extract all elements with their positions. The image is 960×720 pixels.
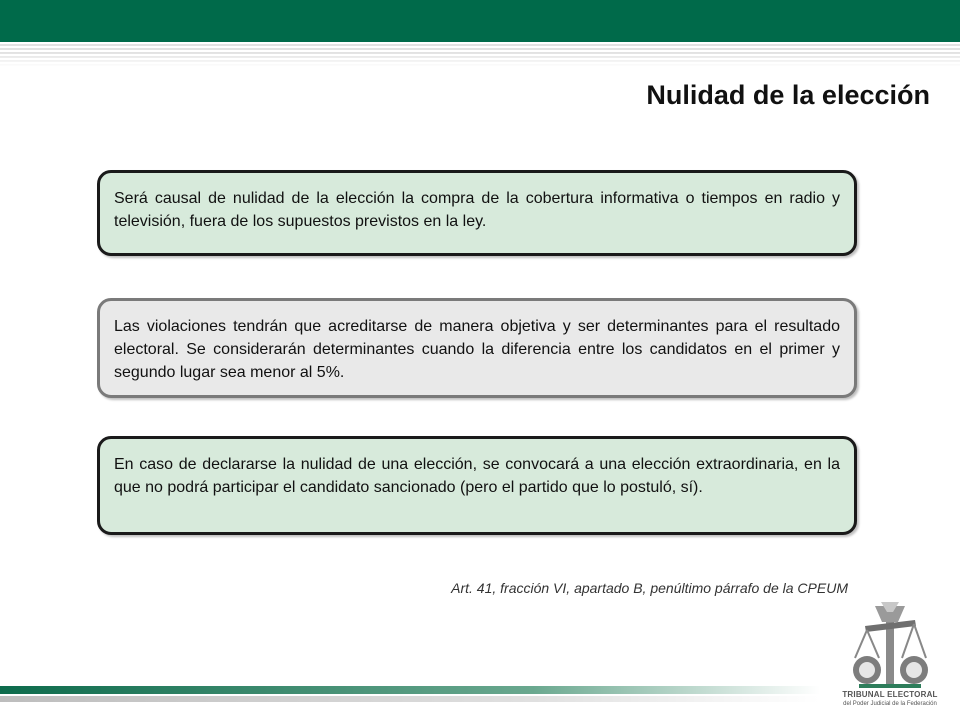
info-card-purchase bbox=[97, 170, 857, 256]
card-text: Será causal de nulidad de la elección la compra de la cobertura informativa o tiempos en radio y televisión, fuera de los supuestos previstos en la ley. bbox=[114, 190, 840, 230]
header-bar bbox=[0, 0, 960, 42]
logo-text bbox=[835, 690, 945, 708]
logo-line-1: TRIBUNAL ELECTORAL bbox=[842, 690, 938, 699]
card-text: Las violaciones tendrán que acreditarse de manera objetiva y ser determinantes para el resultado electoral. Se considerarán determinantes cuando la diferencia entre los candidatos en el primer y segundo lugar sea menor al 5%. bbox=[114, 318, 840, 381]
card-text: En caso de declararse la nulidad de una elección, se convocará a una elección extraordinaria, en la que no podrá participar el candidato sancionado (pero el partido que lo postuló, sí). bbox=[114, 456, 840, 496]
header-stripe bbox=[0, 42, 960, 67]
legal-reference: Art. 41, fracción VI, apartado B, penúltimo párrafo de la CPEUM bbox=[451, 580, 848, 596]
footer-band bbox=[0, 686, 820, 694]
info-card-extraordinary-election bbox=[97, 436, 857, 535]
logo-line-2: del Poder Judicial de la Federación bbox=[843, 701, 937, 707]
footer-band-gray bbox=[0, 696, 820, 702]
page-title: Nulidad de la elección bbox=[646, 80, 930, 110]
info-card-violations bbox=[97, 298, 857, 398]
